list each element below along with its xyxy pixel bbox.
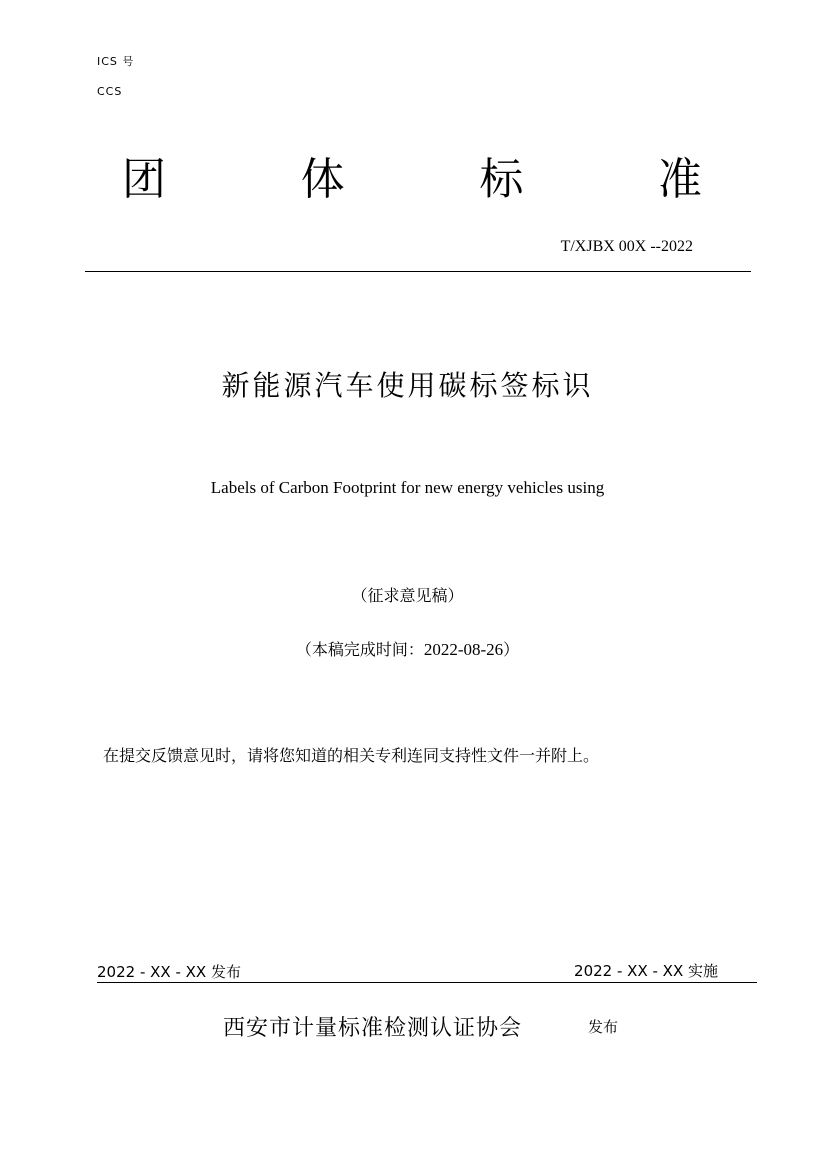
standard-type-char: 标 xyxy=(479,154,524,205)
completion-close: ） xyxy=(503,640,520,659)
ics-number: ICS 号 xyxy=(97,55,135,68)
completion-date: 2022-08-26 xyxy=(423,640,504,659)
standard-type-char: 准 xyxy=(657,154,702,205)
chinese-title: 新能源汽车使用碳标签标识 xyxy=(221,369,594,402)
ccs-number: CCS xyxy=(97,85,123,98)
effective-date: 2022 - XX - XX 实施 xyxy=(574,962,718,980)
english-title: Labels of Carbon Footprint for new energy vehicles using xyxy=(210,478,605,497)
standard-type-heading xyxy=(122,150,702,210)
draft-status: （征求意见稿） xyxy=(351,586,464,605)
standard-code: T/XJBX 00X --2022 xyxy=(560,238,693,255)
completion-label: （本稿完成时间： xyxy=(295,640,424,659)
standard-type-char: 团 xyxy=(122,154,166,205)
issuer-name: 西安市计量标准检测认证协会 xyxy=(223,1016,523,1041)
patent-notice: 在提交反馈意见时，请将您知道的相关专利连同支持性文件一并附上。 xyxy=(103,746,600,765)
header-divider xyxy=(85,271,751,272)
completion-time xyxy=(0,637,815,660)
issuer-action: 发布 xyxy=(588,1018,619,1036)
footer-divider xyxy=(97,982,757,983)
publish-date: 2022 - XX - XX 发布 xyxy=(97,963,241,981)
standard-type-char: 体 xyxy=(300,154,345,205)
